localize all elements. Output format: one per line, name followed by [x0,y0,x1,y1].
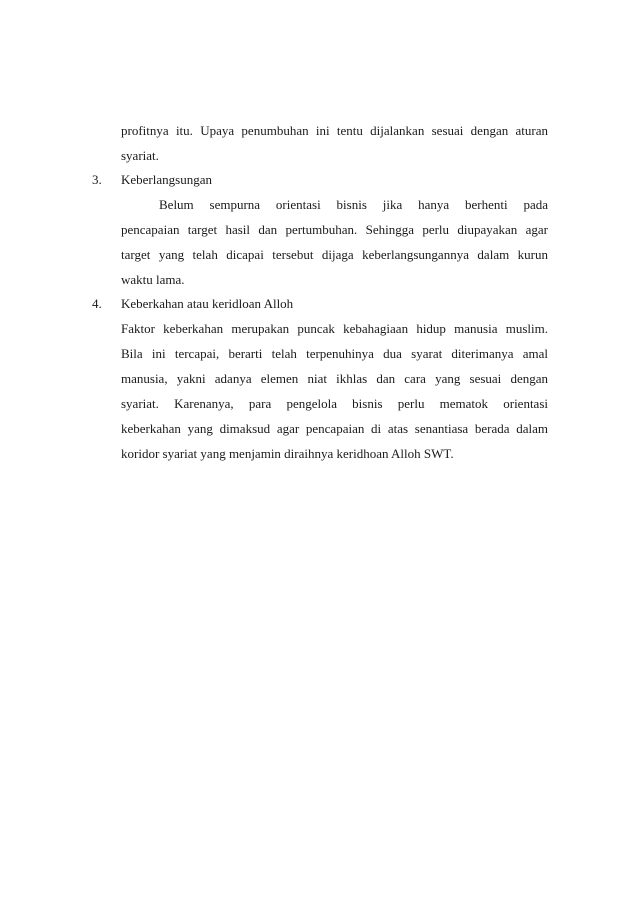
list-number: 4. [92,296,102,311]
body-line: syariat. [121,148,159,163]
body-line: syariat. Karenanya, para pengelola bisnis perlu mematok orientasi [121,396,548,411]
section-heading: Keberkahan atau keridloan Alloh [121,296,294,311]
body-line: manusia, yakni adanya elemen niat ikhlas dan cara yang sesuai dengan [121,371,548,386]
body-line: pencapaian target hasil dan pertumbuhan. Sehingga perlu diupayakan agar [121,222,548,237]
body-line: profitnya itu. Upaya penumbuhan ini tentu dijalankan sesuai dengan aturan [121,123,548,138]
body-line: keberkahan yang dimaksud agar pencapaian di atas senantiasa berada dalam [121,421,548,436]
body-line: Faktor keberkahan merupakan puncak kebahagiaan hidup manusia muslim. [121,321,548,336]
list-number: 3. [92,172,102,187]
body-line: Bila ini tercapai, berarti telah terpenuhinya dua syarat diterimanya amal [121,346,548,361]
section-heading: Keberlangsungan [121,172,212,187]
body-line: koridor syariat yang menjamin diraihnya keridhoan Alloh SWT. [121,446,454,461]
body-line: Belum sempurna orientasi bisnis jika hanya berhenti pada [159,197,548,212]
body-line: waktu lama. [121,272,185,287]
body-line: target yang telah dicapai tersebut dijaga keberlangsungannya dalam kurun [121,247,548,262]
